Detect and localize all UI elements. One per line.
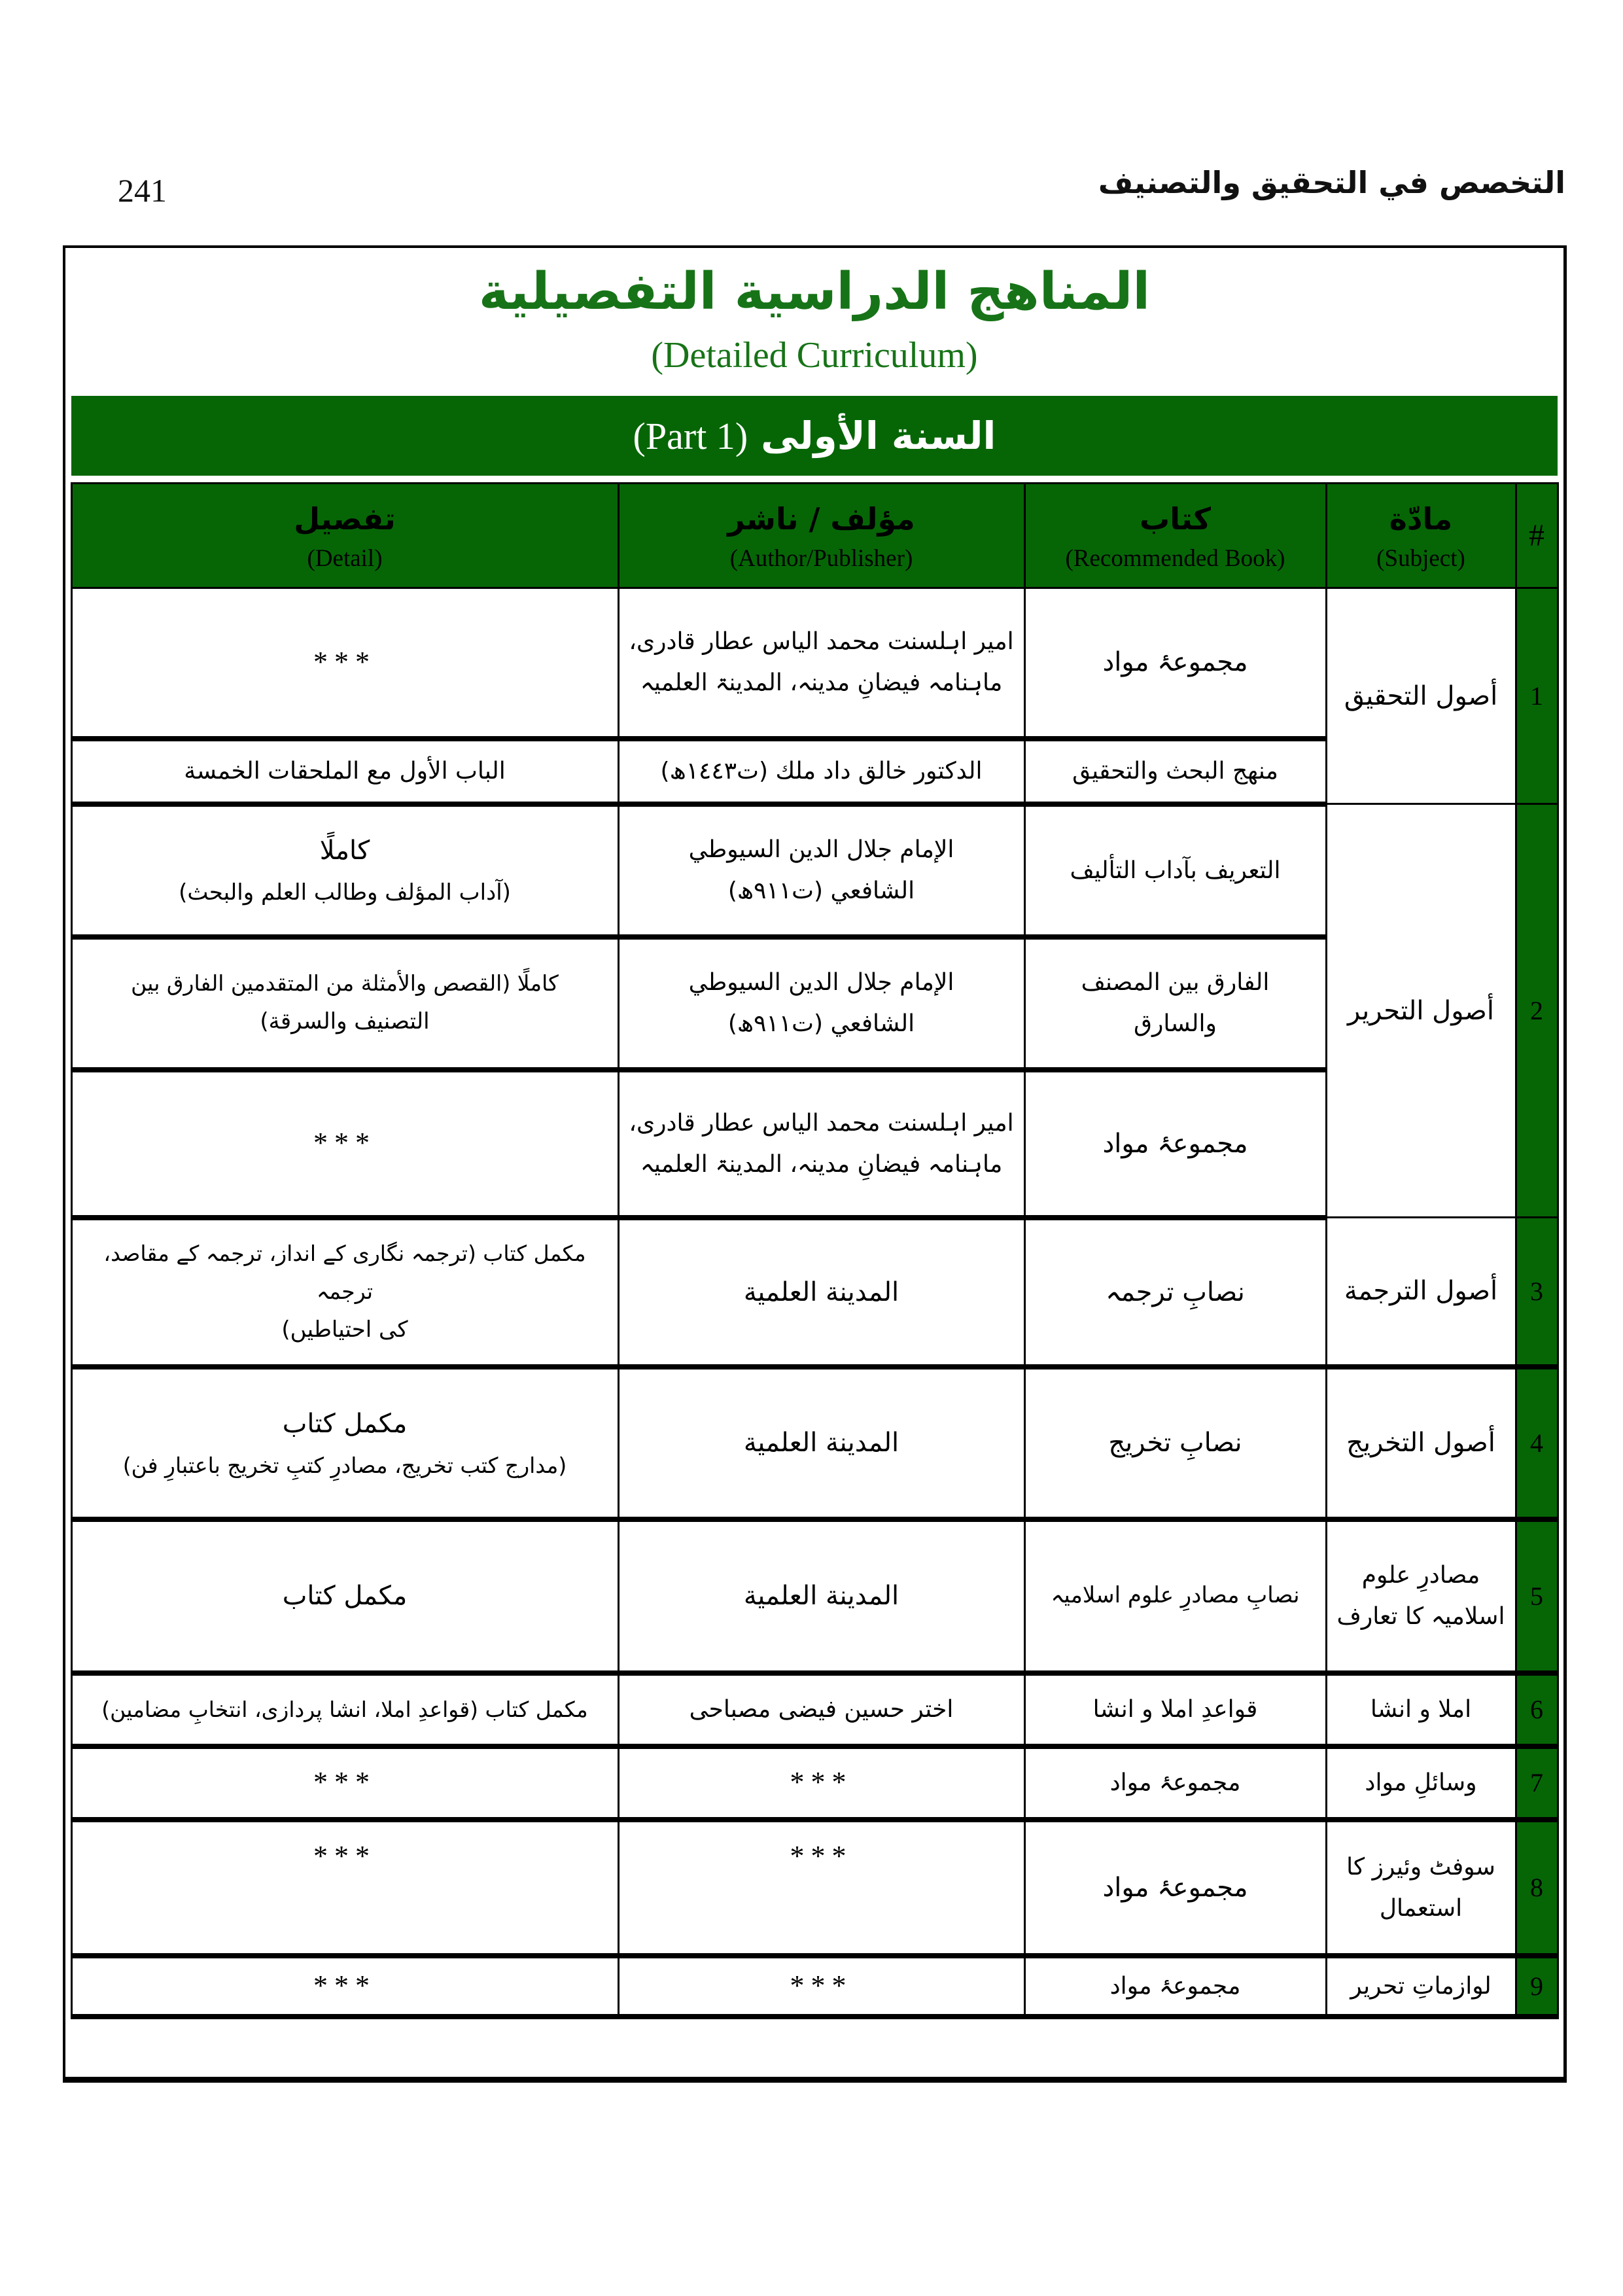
book-cell: منهج البحث والتحقيق <box>1024 739 1326 804</box>
row-number: 4 <box>1516 1367 1558 1519</box>
author-cell: الدكتور خالق داد ملك (ت١٤٤٣ھ) <box>618 739 1024 804</box>
table-row <box>71 588 1558 739</box>
detail-cell: *** <box>71 1746 618 1820</box>
book-cell: مجموعۂ مواد <box>1024 1820 1326 1956</box>
running-header-title: التخصص في التحقيق والتصنيف <box>1098 165 1565 200</box>
book-cell: التعريف بآداب التأليف <box>1024 804 1326 937</box>
col-header-book: كتاب (Recommended Book) <box>1024 484 1326 588</box>
detail-cell: مکمل کتاب (ترجمہ نگاری کے انداز، ترجمہ کے مقاصد، ترجمہ کی احتیاطیں) <box>71 1218 618 1367</box>
page-number: 241 <box>118 172 167 209</box>
table-row <box>71 1367 1558 1519</box>
curriculum-table <box>71 482 1559 2019</box>
detail-cell: كاملًا (آداب المؤلف وطالب العلم والبحث) <box>71 804 618 937</box>
subject-cell: أصول التحقيق <box>1326 588 1516 804</box>
detail-cell: مکمل کتاب (قواعدِ املا، انشا پردازی، انتخابِ مضامین) <box>71 1673 618 1746</box>
col-header-subject: مادّة (Subject) <box>1326 484 1516 588</box>
subject-cell: لوازماتِ تحریر <box>1326 1956 1516 2017</box>
author-cell: امیر اہلسنت محمد الیاس عطار قادری، ماہنامہ فیضانِ مدینہ، المدینۃ العلمیہ <box>618 588 1024 739</box>
subject-cell: وسائلِ مواد <box>1326 1746 1516 1820</box>
detail-cell: *** <box>71 1956 618 2017</box>
subject-cell: سوفٹ وئیرز کا استعمال <box>1326 1820 1516 1956</box>
row-number: 5 <box>1516 1519 1558 1673</box>
curriculum-box <box>63 245 1567 2083</box>
row-number: 9 <box>1516 1956 1558 2017</box>
subject-cell: أصول الترجمة <box>1326 1218 1516 1367</box>
row-number: 3 <box>1516 1218 1558 1367</box>
author-cell: *** <box>618 1746 1024 1820</box>
author-cell: الإمام جلال الدين السيوطي الشافعي (ت٩١١ھ) <box>618 937 1024 1070</box>
row-number: 7 <box>1516 1746 1558 1820</box>
subject-cell: أصول التخريج <box>1326 1367 1516 1519</box>
subject-cell: املا و انشا <box>1326 1673 1516 1746</box>
year-band-part-label: (Part 1) <box>633 414 748 457</box>
detail-cell: *** <box>71 1820 618 1956</box>
row-number: 1 <box>1516 588 1558 804</box>
book-cell: نصابِ مصادرِ علوم اسلامیہ <box>1024 1519 1326 1673</box>
book-cell: الفارق بين المصنف والسارق <box>1024 937 1326 1070</box>
book-cell: نصابِ تخریج <box>1024 1367 1326 1519</box>
detail-cell: *** <box>71 588 618 739</box>
author-cell: المدينة العلمية <box>618 1519 1024 1673</box>
col-header-num: # <box>1516 484 1558 588</box>
detail-cell: الباب الأول مع الملحقات الخمسة <box>71 739 618 804</box>
book-cell: مجموعۂ مواد <box>1024 588 1326 739</box>
detail-cell: *** <box>71 1070 618 1218</box>
author-cell: اختر حسین فیضی مصباحی <box>618 1673 1024 1746</box>
detail-cell: مکمل کتاب (مدارج کتب تخریج، مصادرِ کتبِ تخریج باعتبارِ فن) <box>71 1367 618 1519</box>
table-row <box>71 1673 1558 1746</box>
book-cell: نصابِ ترجمہ <box>1024 1218 1326 1367</box>
main-title-arabic: المناهج الدراسية التفصيلية <box>478 262 1151 321</box>
table-header-row <box>71 484 1558 588</box>
col-header-detail: تفصيل (Detail) <box>71 484 618 588</box>
main-title-english: (Detailed Curriculum) <box>651 335 978 376</box>
book-cell: مجموعۂ مواد <box>1024 1746 1326 1820</box>
table-row <box>71 1956 1558 2017</box>
subject-cell: مصادرِ علوم اسلامیہ کا تعارف <box>1326 1519 1516 1673</box>
author-cell: المدينة العلمية <box>618 1218 1024 1367</box>
subject-cell: أصول التحرير <box>1326 804 1516 1218</box>
book-cell: قواعدِ املا و انشا <box>1024 1673 1326 1746</box>
row-number: 8 <box>1516 1820 1558 1956</box>
col-header-author: مؤلف / ناشر (Author/Publisher) <box>618 484 1024 588</box>
author-cell: امیر اہلسنت محمد الیاس عطار قادری، ماہنامہ فیضانِ مدینہ، المدینۃ العلمیہ <box>618 1070 1024 1218</box>
author-cell: المدينة العلمية <box>618 1367 1024 1519</box>
author-cell: الإمام جلال الدين السيوطي الشافعي (ت٩١١ھ) <box>618 804 1024 937</box>
table-row <box>71 1519 1558 1673</box>
table-row <box>71 1218 1558 1367</box>
detail-cell: كاملًا (القصص والأمثلة من المتقدمين الفارق بين التصنيف والسرقة) <box>71 937 618 1070</box>
table-row <box>71 1820 1558 1956</box>
row-number: 6 <box>1516 1673 1558 1746</box>
year-band-arabic: السنة الأولى <box>761 414 996 458</box>
year-band <box>71 396 1558 476</box>
author-cell: *** <box>618 1956 1024 2017</box>
book-cell: مجموعۂ مواد <box>1024 1956 1326 2017</box>
author-cell: *** <box>618 1820 1024 1956</box>
table-row <box>71 804 1558 937</box>
detail-cell: مکمل کتاب <box>71 1519 618 1673</box>
book-cell: مجموعۂ مواد <box>1024 1070 1326 1218</box>
table-row <box>71 1746 1558 1820</box>
row-number: 2 <box>1516 804 1558 1218</box>
